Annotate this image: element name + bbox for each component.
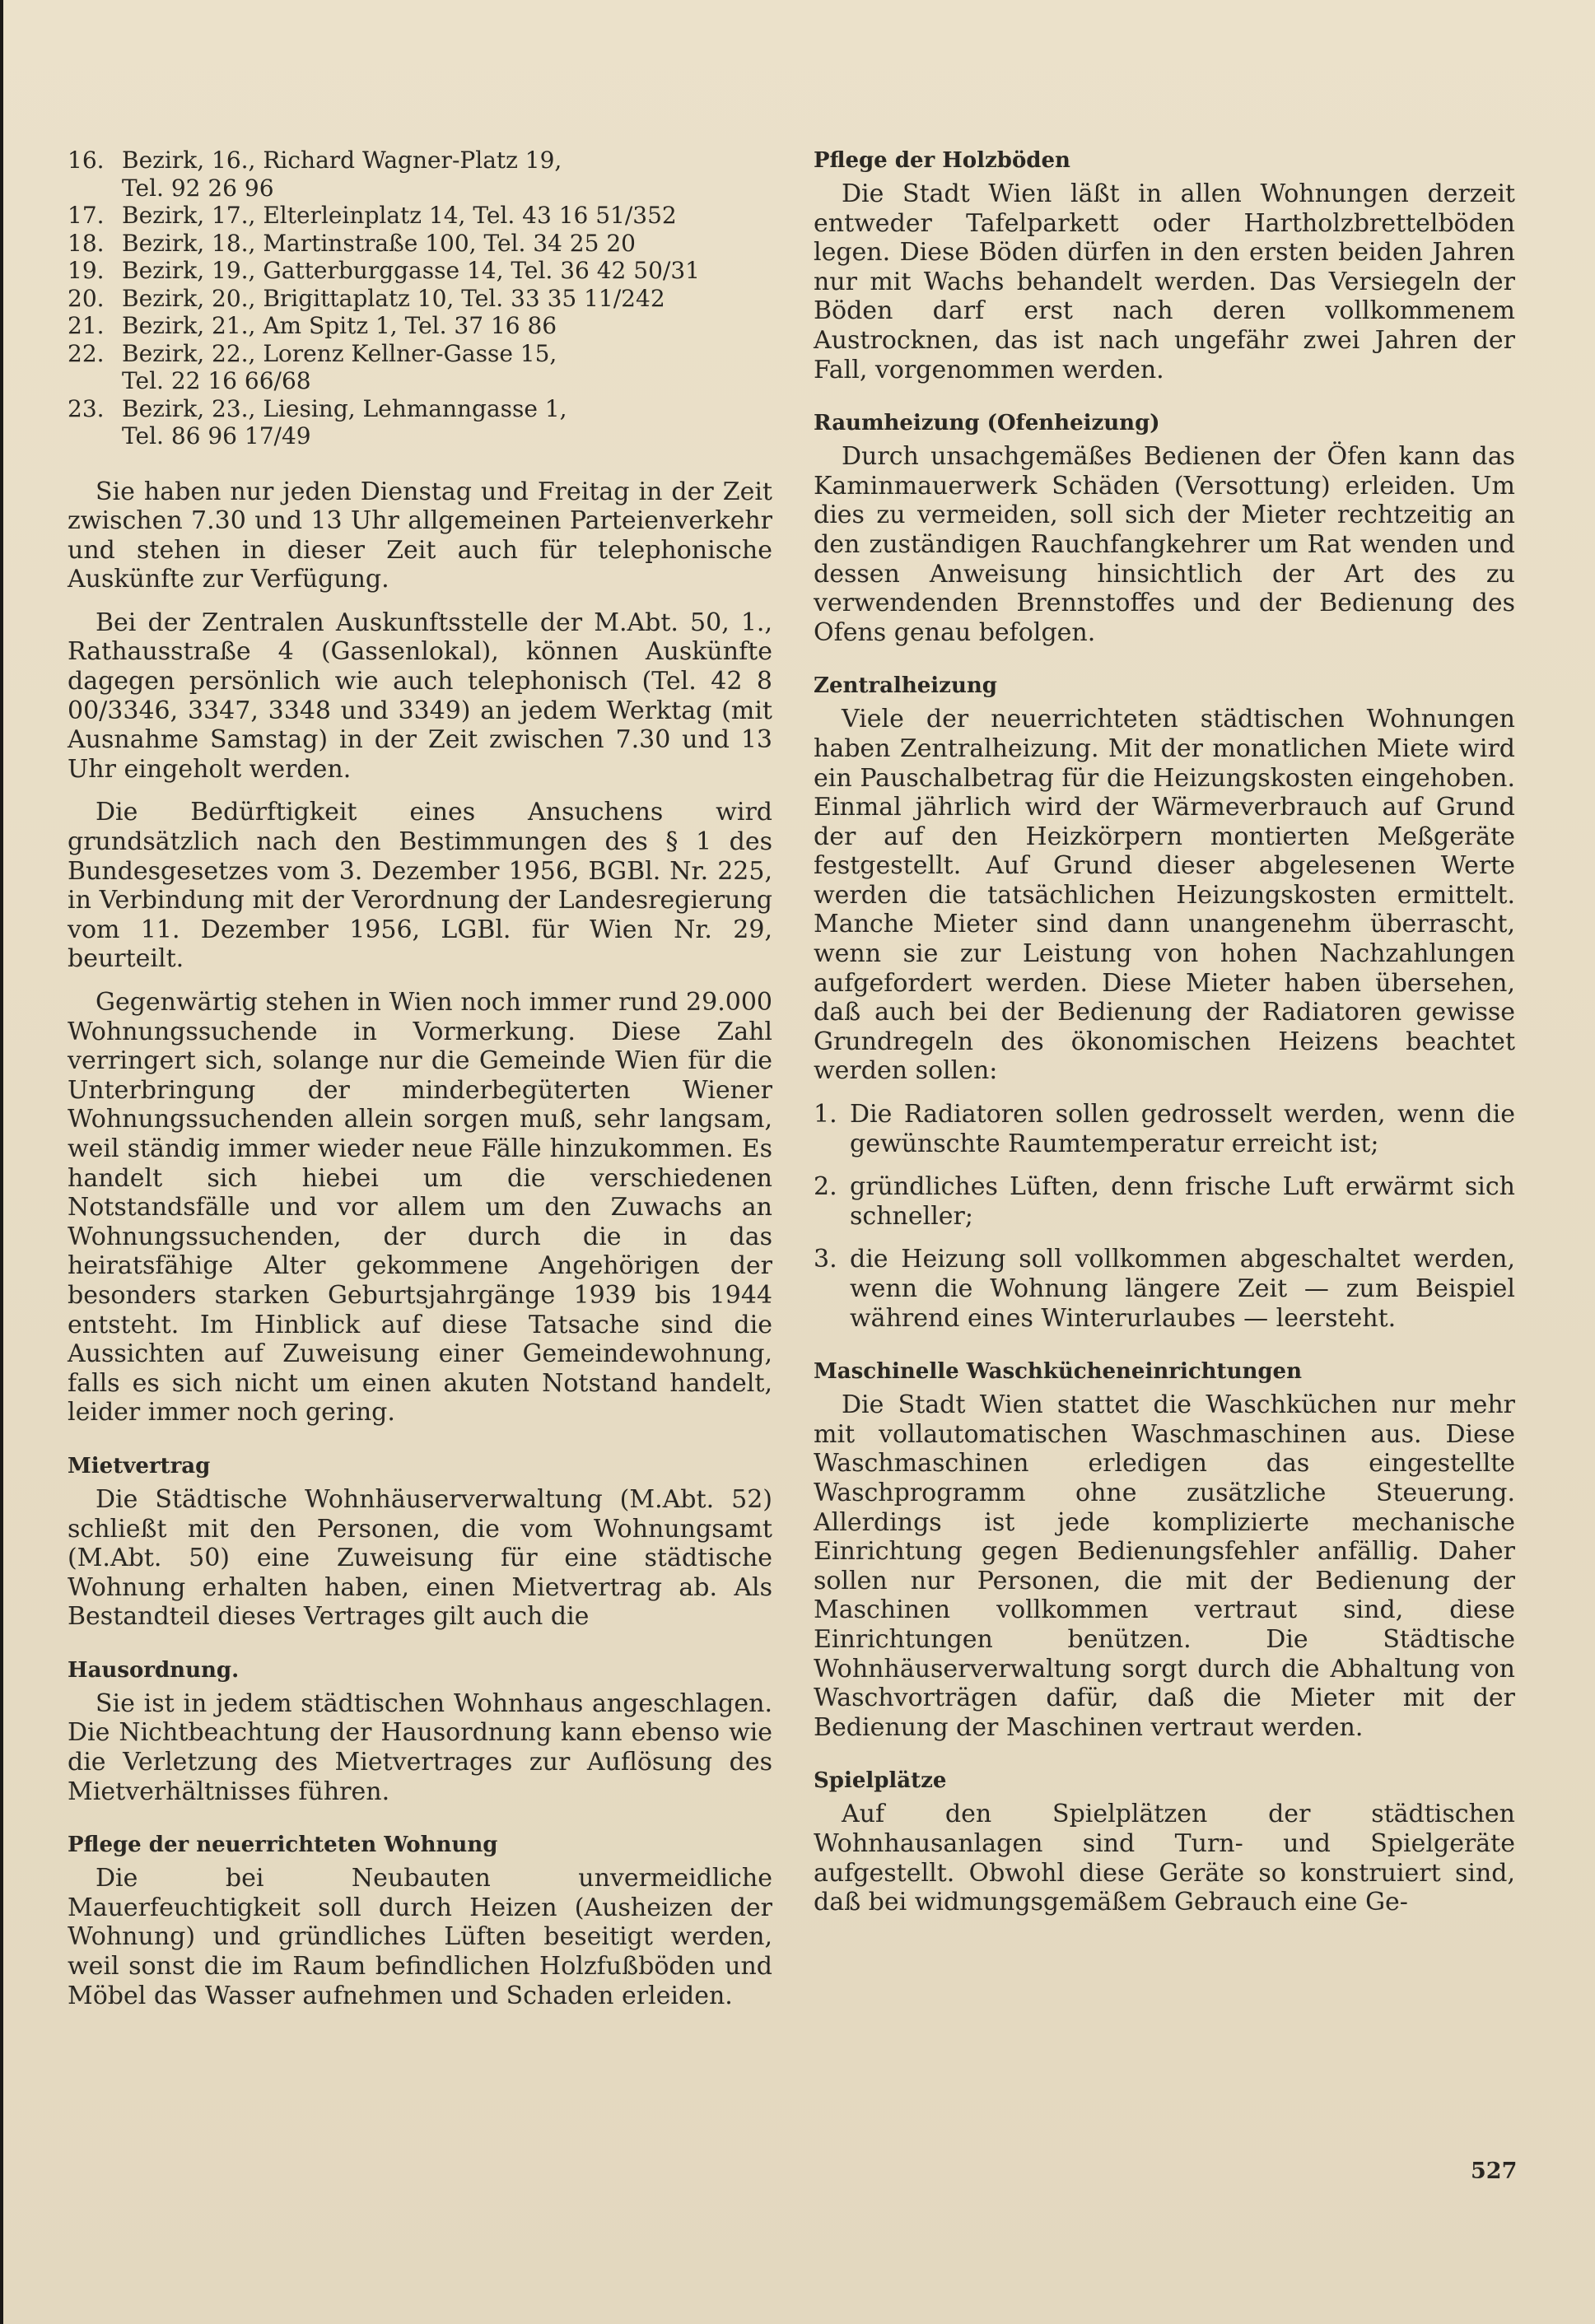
address-item: 18. Bezirk, 18., Martinstraße 100, Tel. 34 25 20 [68, 229, 636, 257]
right-column [814, 147, 1515, 1931]
section-heading-mietvertrag: Mietvertrag [68, 1453, 211, 1479]
body-paragraph: Die bei Neubauten unvermeidliche Mauerfeuchtigkeit soll durch Heizen (Ausheizen der Wohnung) und gründliches Lüften beseitigt werden, weil sonst die im Raum befindlichen Holzfußböden und Möbel das Wasser aufnehmen und Schaden erleiden. [68, 1864, 772, 2010]
section-heading-hausordnung: Hausordnung. [68, 1657, 240, 1683]
body-paragraph: Die Stadt Wien stattet die Waschküchen nur mehr mit vollautomatischen Waschmaschinen aus. Diese Waschmaschinen erledigen das eingestellte Waschprogramm ohne zusätzliche Steuerung. Allerdings ist jede komplizierte mechanische Einrichtung gegen Bedienungsfehler anfällig. Daher sollen nur Personen, die mit der Bedienung der Maschinen vollkommen vertraut sind, diese Einrichtungen benützen. Die Städtische Wohnhäuserverwaltung sorgt durch die Abhaltung von Waschvorträgen dafür, daß die Mieter mit der Bedienung der Maschinen vertraut werden. [814, 1390, 1515, 1742]
body-paragraph: Gegenwärtig stehen in Wien noch immer rund 29.000 Wohnungssuchende in Vormerkung. Diese Zahl verringert sich, solange nur die Gemeinde Wien für die Unterbringung der minderbegüterten Wiener Wohnungssuchenden allein sorgen muß, sehr langsam, weil ständig immer wieder neue Fälle hinzukommen. Es handelt sich hiebei um die verschiedenen Notstandsfälle und vor allem um den Zuwachs an Wohnungssuchenden, der durch die in das heiratsfähige Alter gekommene Angehörigen der besonders starken Geburtsjahrgänge 1939 bis 1944 entsteht. Im Hinblick auf diese Tatsache sind die Aussichten auf Zuweisung einer Gemeindewohnung, falls es sich nicht um einen akuten Notstand handelt, leider immer noch gering. [68, 988, 772, 1427]
body-paragraph: Auf den Spielplätzen der städtischen Wohnhausanlagen sind Turn- und Spielgeräte aufgestellt. Obwohl diese Geräte so konstruiert sind, daß bei widmungsgemäßem Gebrauch eine Ge- [814, 1800, 1515, 1917]
body-paragraph: Die Stadt Wien läßt in allen Wohnungen derzeit entweder Tafelparkett oder Hartholzbrettelböden legen. Diese Böden dürfen in den ersten beiden Jahren nur mit Wachs behandelt werden. Das Versiegeln der Böden darf erst nach deren vollkommenem Austrocknen, das ist nach ungefähr zwei Jahren der Fall, vorgenommen werden. [814, 179, 1515, 384]
body-paragraph: Durch unsachgemäßes Bedienen der Öfen kann das Kaminmauerwerk Schäden (Versottung) erleiden. Um dies zu vermeiden, soll sich der Mieter rechtzeitig an den zuständigen Rauchfangkehrer um Rat wenden und dessen Anweisung hinsichtlich der Art des zu verwendenden Brennstoffes und der Bedienung des Ofens genau befolgen. [814, 442, 1515, 647]
section-heading-zentralheizung: Zentralheizung [814, 673, 997, 699]
list-item: 3. die Heizung soll vollkommen abgeschaltet werden, wenn die Wohnung längere Zeit — zum Beispiel während eines Winterurlaubes — leersteht. [814, 1245, 1515, 1333]
section-heading-waschkueche: Maschinelle Waschkücheneinrichtungen [814, 1359, 1302, 1385]
left-column [68, 147, 772, 2024]
page-number: 527 [1471, 2159, 1518, 2184]
section-heading-holzboeden: Pflege der Holzböden [814, 148, 1070, 173]
address-item: 21. Bezirk, 21., Am Spitz 1, Tel. 37 16 86 [68, 312, 557, 339]
section-heading-raumheizung: Raumheizung (Ofenheizung) [814, 411, 1160, 436]
address-item: 22. Bezirk, 22., Lorenz Kellner-Gasse 15, Tel. 22 16 66/68 [68, 339, 557, 394]
body-paragraph: Sie ist in jedem städtischen Wohnhaus angeschlagen. Die Nichtbeachtung der Hausordnung kann ebenso wie die Verletzung des Mietvertrages zur Auflösung des Mietverhältnisses führen. [68, 1688, 772, 1806]
address-item: 23. Bezirk, 23., Liesing, Lehmanngasse 1, Tel. 86 96 17/49 [68, 394, 567, 449]
list-item: 2. gründliches Lüften, denn frische Luft erwärmt sich schneller; [814, 1172, 1515, 1231]
section-heading-spielplaetze: Spielplätze [814, 1768, 947, 1794]
address-item: 17. Bezirk, 17., Elterleinplatz 14, Tel. 43 16 51/352 [68, 202, 677, 229]
address-item: 19. Bezirk, 19., Gatterburggasse 14, Tel. 36 42 50/31 [68, 257, 700, 284]
body-paragraph: Sie haben nur jeden Dienstag und Freitag in der Zeit zwischen 7.30 und 13 Uhr allgemeinen Parteienverkehr und stehen in dieser Zeit auch für telephonische Auskünfte zur Verfügung. [68, 477, 772, 594]
body-paragraph: Die Bedürftigkeit eines Ansuchens wird grundsätzlich nach den Bestimmungen des § 1 des Bundesgesetzes vom 3. Dezember 1956, BGBl. Nr. 225, in Verbindung mit der Verordnung der Landesregierung vom 11. Dezember 1956, LGBl. für Wien Nr. 29, beurteilt. [68, 798, 772, 974]
list-item: 1. Die Radiatoren sollen gedrosselt werden, wenn die gewünschte Raumtemperatur erreicht ist; [814, 1100, 1515, 1158]
district-address-list [68, 147, 772, 450]
body-paragraph: Viele der neuerrichteten städtischen Wohnungen haben Zentralheizung. Mit der monatlichen Miete wird ein Pauschalbetrag für die Heizungskosten eingehoben. Einmal jährlich wird der Wärmeverbrauch auf Grund der auf den Heizkörpern montierten Meßgeräte festgestellt. Auf Grund dieser abgelesenen Werte werden die tatsächlichen Heizungskosten ermittelt. Manche Mieter sind dann unangenehm überrascht, wenn sie zur Leistung von hohen Nachzahlungen aufgefordert werden. Diese Mieter haben übersehen, daß auch bei der Bedienung der Radiatoren gewisse Grundregeln des ökonomischen Heizens beachtet werden sollen: [814, 705, 1515, 1086]
section-heading-pflege-wohnung: Pflege der neuerrichteten Wohnung [68, 1833, 498, 1858]
address-item: 16. Bezirk, 16., Richard Wagner-Platz 19, Tel. 92 26 96 [68, 147, 562, 202]
heating-rules-list [814, 1100, 1515, 1333]
address-item: 20. Bezirk, 20., Brigittaplatz 10, Tel. 33 35 11/242 [68, 284, 665, 312]
body-paragraph: Bei der Zentralen Auskunftsstelle der M.Abt. 50, 1., Rathausstraße 4 (Gassenlokal), können Auskünfte dagegen persönlich wie auch telephonisch (Tel. 42 8 00/3346, 3347, 3348 und 3349) an jedem Werktag (mit Ausnahme Samstag) in der Zeit zwischen 7.30 und 13 Uhr eingeholt werden. [68, 608, 772, 784]
body-paragraph: Die Städtische Wohnhäuserverwaltung (M.Abt. 52) schließt mit den Personen, die vom Wohnungsamt (M.Abt. 50) eine Zuweisung für eine städtische Wohnung erhalten haben, einen Mietvertrag ab. Als Bestandteil dieses Vertrages gilt auch die [68, 1484, 772, 1632]
